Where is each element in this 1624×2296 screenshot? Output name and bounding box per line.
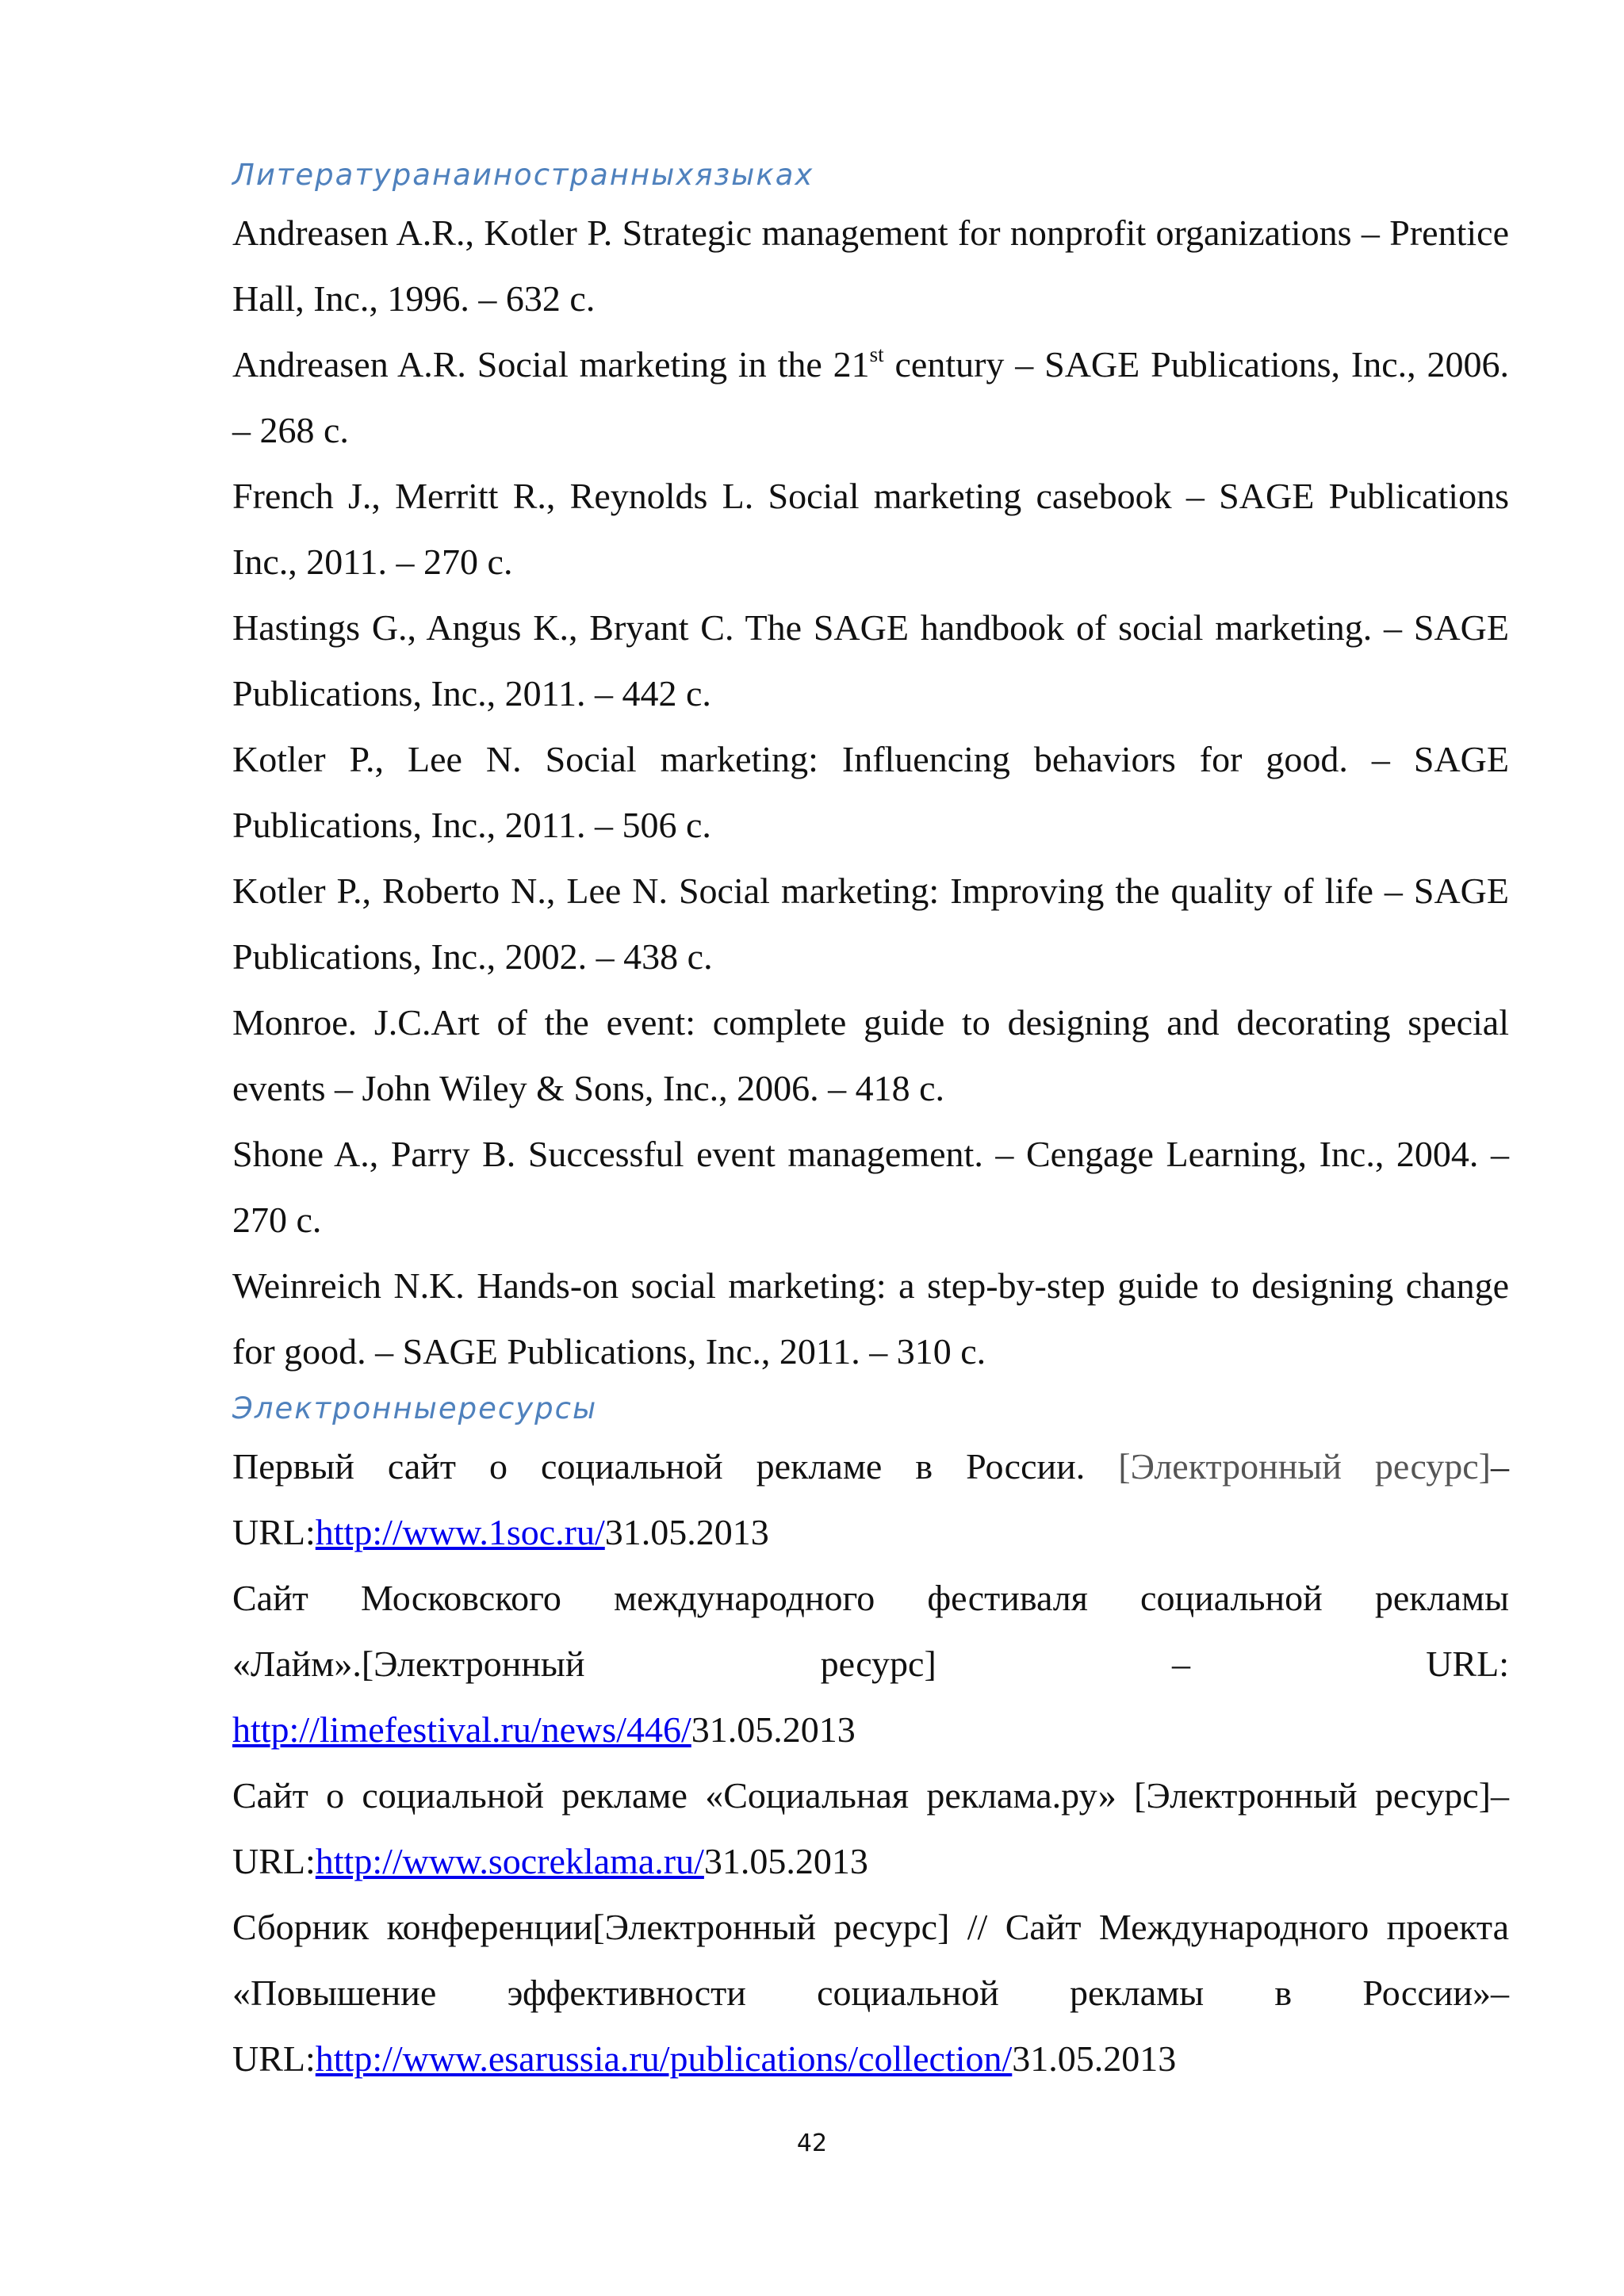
bibliography-entry (232, 331, 1509, 463)
bibliography-entry: Shone A., Parry B. Successful event management. – Cengage Learning, Inc., 2004. – 270 с. (232, 1134, 1509, 1240)
bibliography-entry: Weinreich N.K. Hands-on social marketing: a step-by-step guide to designing change for good. – SAGE Publications, Inc., 2011. – 310 с. (232, 1265, 1509, 1372)
url-prefix: URL: (232, 1512, 316, 1552)
bibliography-content (232, 151, 1509, 2091)
resource-type-label: [Электронный ресурс] (1118, 1446, 1492, 1487)
electronic-entry-line (232, 1697, 1509, 1762)
bibliography-entry: Andreasen A.R., Kotler P. Strategic management for nonprofit organizations – Prentice Hall, Inc., 1996. – 632 с. (232, 212, 1509, 319)
electronic-entry (232, 1762, 1509, 1894)
resource-link[interactable]: http://www.1soc.ru/ (315, 1512, 605, 1552)
electronic-resources-heading: Электронныересурсы (232, 1391, 598, 1425)
bibliography-entry: Hastings G., Angus K., Bryant C. The SAGE handbook of social marketing. – SAGE Publications, Inc., 2011. – 442 с. (232, 607, 1509, 714)
entry-text: Сборник конференции[Электронный ресурс] // Сайт Международного проекта «Повышение эффективности социальной рекламы в России»–URL: (232, 1907, 1509, 2079)
entry-text: – (1491, 1446, 1510, 1487)
bibliography-entry: French J., Merritt R., Reynolds L. Social marketing casebook – SAGE Publications Inc., 2011. – 270 с. (232, 476, 1509, 582)
electronic-entry-line: «Лайм».[Электронный ресурс] – URL: (232, 1644, 1509, 1684)
resource-link[interactable]: http://www.esarussia.ru/publications/collection/ (315, 2038, 1013, 2079)
resource-link[interactable]: http://limefestival.ru/news/446/ (232, 1709, 691, 1750)
page-number: 42 (796, 2130, 828, 2157)
access-date: 31.05.2013 (703, 1841, 868, 1881)
entry-text: Andreasen A.R. Social marketing in the 21 (232, 344, 870, 385)
electronic-entry (232, 1894, 1509, 2091)
bibliography-entry: Kotler P., Lee N. Social marketing: Influencing behaviors for good. – SAGE Publications, Inc., 2011. – 506 с. (232, 739, 1509, 845)
access-date: 31.05.2013 (604, 1512, 769, 1552)
entry-text: Первый сайт о социальной рекламе в России. (232, 1446, 1119, 1487)
access-date: 31.05.2013 (691, 1709, 856, 1750)
foreign-literature-heading: Литературанаиностранныхязыках (232, 158, 814, 192)
superscript: st (869, 342, 884, 366)
entry-text: Сайт о социальной рекламе «Социальная реклама.ру» [Электронный ресурс]–URL: (232, 1775, 1509, 1881)
resource-link[interactable]: http://www.socreklama.ru/ (315, 1841, 704, 1881)
electronic-entry-line: Сайт Московского международного фестиваля социальной рекламы (232, 1578, 1509, 1618)
access-date: 31.05.2013 (1012, 2038, 1177, 2079)
electronic-entry (232, 1433, 1509, 1565)
bibliography-entry: Kotler P., Roberto N., Lee N. Social marketing: Improving the quality of life – SAGE Publications, Inc., 2002. – 438 с. (232, 871, 1509, 977)
entry-text: century – SAGE Publications, Inc., 2006. – 268 с. (232, 344, 1509, 450)
bibliography-entry: Monroe. J.C.Art of the event: complete guide to designing and decorating special events – John Wiley & Sons, Inc., 2006. – 418 с. (232, 1002, 1509, 1108)
